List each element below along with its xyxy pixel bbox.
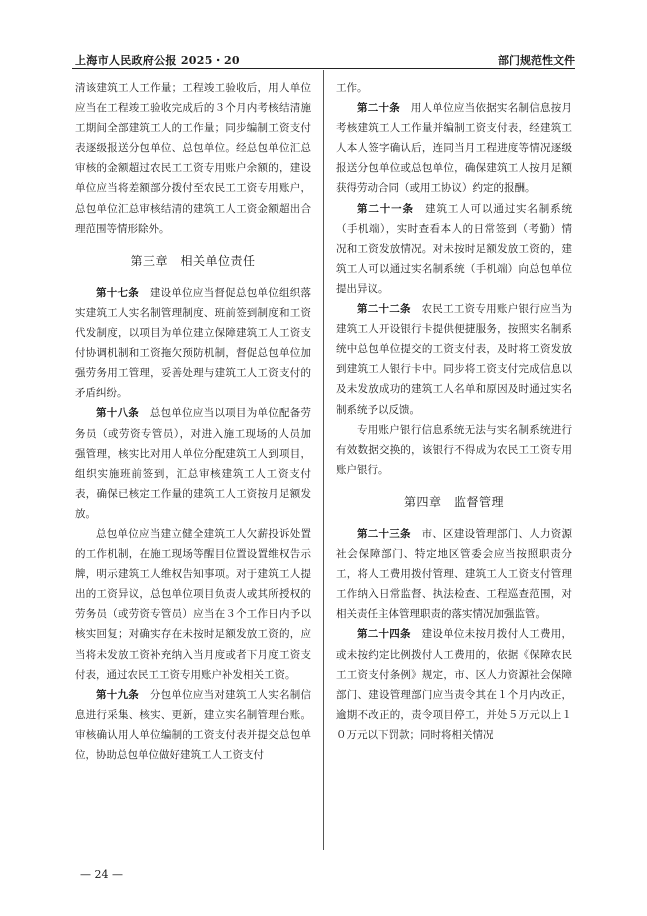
article-23 (336, 524, 572, 624)
article-22-text: 农民工工资专用账户银行应当为建筑工人开设银行卡提供便捷服务，按照实名制系统中总包单位提交的工资支付表，及时将工资发放到建筑工人银行卡中。同步将工资支付完成信息以及未发放成功的建筑工人名单和原因及时通过实名制系统予以反馈。 (336, 303, 573, 416)
publication-title: 上海市人民政府公报 2025・20 (75, 54, 240, 67)
article-21 (336, 199, 572, 299)
article-22-paragraph-2: 专用账户银行信息系统无法与实名制系统进行有效数据交换的，该银行不得成为农民工工资专用账户银行。 (336, 423, 572, 476)
article-18-label: 第十八条 (96, 407, 140, 420)
article-17-text: 建设单位应当督促总包单位组织落实建筑工人实名制管理制度、班前签到制度和工资代发制度，以项目为单位建立保障建筑工人工资支付协调机制和工资拖欠预防机制，督促总包单位加强劳务用工管理，妥善处理与建筑工人工资支付的矛盾纠纷。 (75, 286, 312, 400)
section-title: 部门规范性文件 (498, 54, 575, 67)
article-22-label: 第二十二条 (357, 303, 411, 316)
paragraph-continuation: 工作。 (336, 82, 368, 94)
left-column (75, 78, 311, 765)
column-divider (323, 70, 324, 850)
header-rule (72, 68, 575, 69)
page-number: — 24 — (80, 868, 123, 881)
chapter-heading-3: 第三章 相关单位责任 (130, 253, 256, 268)
paragraph-continuation: 清该建筑工人工作量；工程竣工验收后，用人单位应当在工程竣工验收完成后的３个月内考核结清施工期间全部建筑工人的工作量；同步编制工资支付表逐级报送分包单位、总包单位。经总包单位汇总审核的金额超过农民工工资专用账户余额的，建设单位应当将差额部分拨付至农民工工资专用账户，总包单位汇总审核结清的建筑工人工资金额超出合理范围等情形除外。 (75, 82, 311, 235)
article-18-paragraph-2: 总包单位应当建立健全建筑工人欠薪投诉处置的工作机制，在施工现场等醒目位置设置维权告示牌，明示建筑工人维权告知事项。对于建筑工人提出的工资异议，总包单位项目负责人或其所授权的劳务员（或劳资专管员）应当在３个工作日内予以核实回复；对确实存在未按时足额发放工资的，应当将未发放工资补充纳入当月度或者下月度工资支付表，通过农民工工资专用账户补发相关工资。 (75, 527, 311, 681)
article-17 (75, 283, 311, 404)
article-18 (75, 403, 311, 524)
article-19 (75, 685, 311, 765)
article-21-text: 建筑工人可以通过实名制系统（手机端），实时查看本人的日常签到（考勤）情况和工资发放情况。对未按时足额发放工资的，建筑工人可以通过实名制系统（手机端）向总包单位提出异议。 (336, 202, 573, 295)
right-column (336, 78, 572, 745)
article-19-text: 分包单位应当对建筑工人实名制信息进行采集、核实、更新，建立实名制管理台账。审核确认用人单位编制的工资支付表并提交总包单位，协助总包单位做好建筑工人工资支付 (75, 688, 312, 761)
article-20-label: 第二十条 (357, 102, 401, 115)
chapter-heading-4: 第四章 监督管理 (403, 494, 504, 509)
article-24-label: 第二十四条 (357, 628, 411, 641)
article-24 (336, 624, 572, 745)
article-19-label: 第十九条 (96, 688, 140, 701)
article-23-text: 市、区建设管理部门、人力资源社会保障部门、特定地区管委会应当按照职责分工，将人工费用拨付管理、建筑工人工资支付管理工作纳入日常监督、执法检查、工程巡查范围，对相关责任主体管理职责的落实情况加强监管。 (336, 527, 573, 621)
article-20 (336, 98, 572, 198)
article-23-label: 第二十三条 (357, 527, 411, 540)
article-20-text: 用人单位应当依据实名制信息按月考核建筑工人工作量并编制工资支付表，经建筑工人本人签字确认后，连同当月工程进度等情况逐级报送分包单位或总包单位，确保建筑工人按月足额获得劳动合同（或用工协议）约定的报酬。 (336, 102, 573, 195)
article-18-text: 总包单位应当以项目为单位配备劳务员（或劳资专管员），对进入施工现场的人员加强管理，核实比对用人单位分配建筑工人到项目，组织实施班前签到，汇总审核建筑工人工资支付表，确保已核定工作量的建筑工人工资按月足额发放。 (75, 407, 312, 520)
article-22 (336, 299, 572, 420)
article-24-text: 建设单位未按月拨付人工费用，或未按约定比例拨付人工费用的，依据《保障农民工工资支付条例》规定，市、区人力资源社会保障部门、建设管理部门应当责令其在１个月内改正，逾期不改正的，责令项目停工，并处５万元以上１０万元以下罚款；同时将相关情况 (336, 628, 573, 741)
article-17-label: 第十七条 (96, 286, 140, 299)
article-21-label: 第二十一条 (357, 202, 414, 215)
